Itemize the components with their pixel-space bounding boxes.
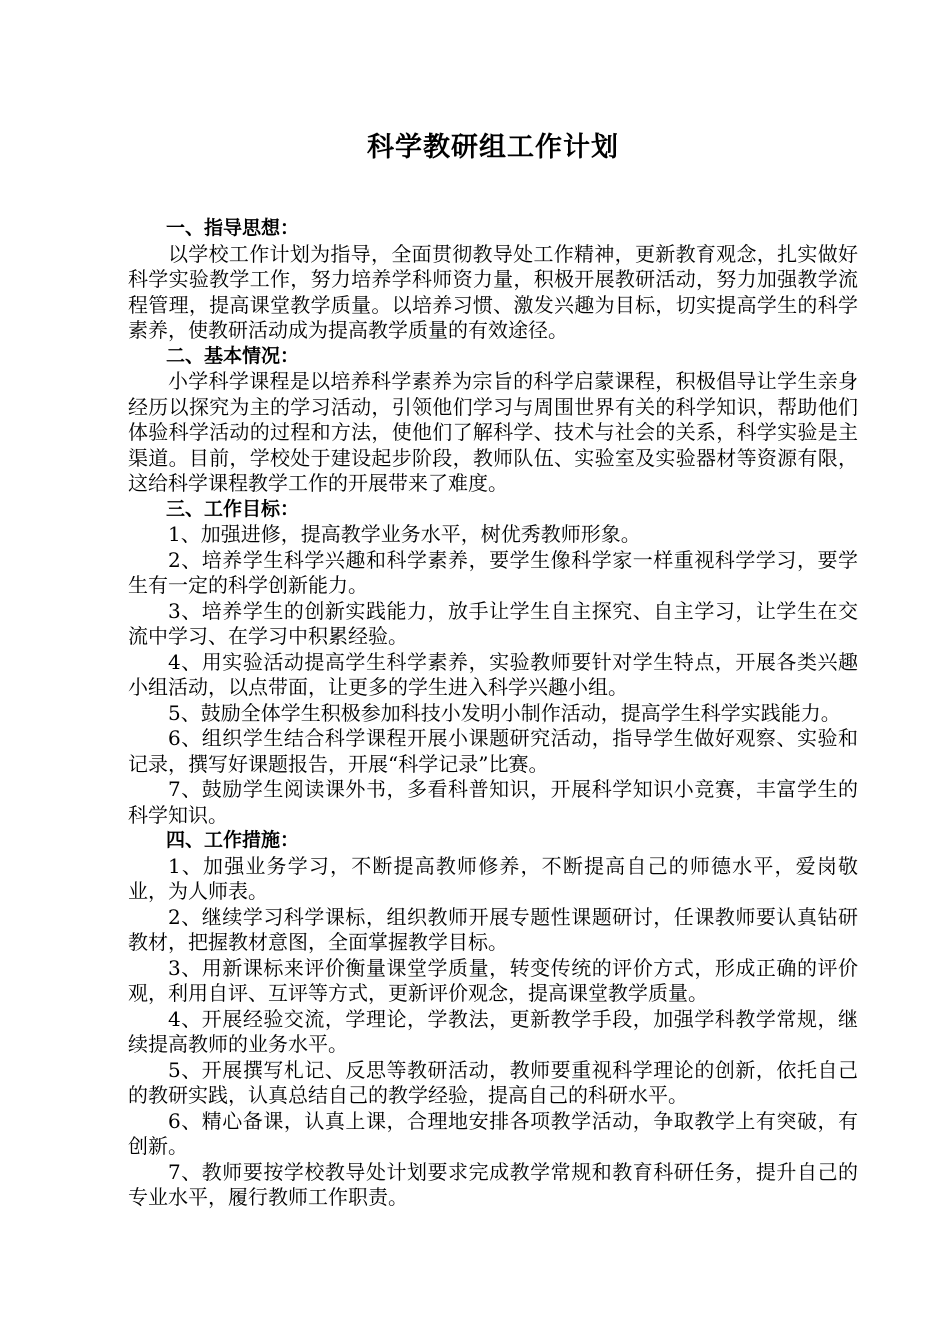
- section-paragraph: 3、用新课标来评价衡量课堂学质量，转变传统的评价方式，形成正确的评价观，利用自评、互评等方式，更新评价观念，提高课堂教学质量。: [128, 955, 858, 1005]
- section-paragraph: 7、教师要按学校教导处计划要求完成教学常规和教育科研任务，提升自己的专业水平，履行教师工作职责。: [128, 1159, 858, 1209]
- section-paragraph: 5、鼓励全体学生积极参加科技小发明小制作活动，提高学生科学实践能力。: [168, 700, 841, 725]
- section-paragraph: 2、继续学习科学课标，组织教师开展专题性课题研讨，任课教师要认真钻研教材，把握教材意图，全面掌握教学目标。: [128, 904, 858, 954]
- section-paragraph: 5、开展撰写札记、反思等教研活动，教师要重视科学理论的创新，依托自己的教研实践，认真总结自己的教学经验，提高自己的科研水平。: [128, 1057, 858, 1107]
- section-paragraph: 1、加强进修，提高教学业务水平，树优秀教师形象。: [168, 522, 641, 546]
- section-paragraph: 6、精心备课，认真上课，合理地安排各项教学活动，争取教学上有突破，有创新。: [128, 1108, 858, 1158]
- section-paragraph: 1、加强业务学习，不断提高教师修养，不断提高自己的师德水平，爱岗敬业，为人师表。: [128, 853, 858, 903]
- section-heading: 三、工作目标：: [166, 497, 300, 520]
- section-heading: 二、基本情况：: [166, 344, 300, 367]
- section-paragraph: 6、组织学生结合科学课程开展小课题研究活动，指导学生做好观察、实验和记录，撰写好课题报告，开展“科学记录”比赛。: [128, 726, 858, 776]
- section-paragraph: 3、培养学生的创新实践能力，放手让学生自主探究、自主学习，让学生在交流中学习、在学习中积累经验。: [128, 598, 858, 648]
- section-paragraph: 7、鼓励学生阅读课外书，多看科普知识，开展科学知识小竞赛，丰富学生的科学知识。: [128, 777, 858, 827]
- section-paragraph: 4、开展经验交流，学理论，学教法，更新教学手段，加强学科教学常规，继续提高教师的业务水平。: [128, 1006, 858, 1056]
- document-title: 科学教研组工作计划: [367, 132, 619, 163]
- section-paragraph: 4、用实验活动提高学生科学素养，实验教师要针对学生特点，开展各类兴趣小组活动，以点带面，让更多的学生进入科学兴趣小组。: [128, 649, 858, 699]
- section-paragraph: 以学校工作计划为指导，全面贯彻教导处工作精神，更新教育观念，扎实做好科学实验教学工作，努力培养学科师资力量，积极开展教研活动，努力加强教学流程管理，提高课堂教学质量。以培养习惯、激发兴趣为目标，切实提高学生的科学素养，使教研活动成为提高教学质量的有效途径。: [128, 241, 858, 342]
- section-paragraph: 2、培养学生科学兴趣和科学素养，要学生像科学家一样重视科学学习，要学生有一定的科学创新能力。: [128, 547, 858, 597]
- section-heading: 一、指导思想：: [166, 217, 300, 239]
- section-paragraph: 小学科学课程是以培养科学素养为宗旨的科学启蒙课程，积极倡导让学生亲身经历以探究为主的学习活动，引领他们学习与周围世界有关的科学知识，帮助他们体验科学活动的过程和方法，使他们了解科学、技术与社会的关系，科学实验是主渠道。目前，学校处于建设起步阶段，教师队伍、实验室及实验器材等资源有限，这给科学课程教学工作的开展带来了难度。: [128, 369, 858, 495]
- document-page: [128, 128, 858, 1211]
- document-body: [128, 216, 858, 1211]
- section-heading: 四、工作措施：: [166, 829, 300, 851]
